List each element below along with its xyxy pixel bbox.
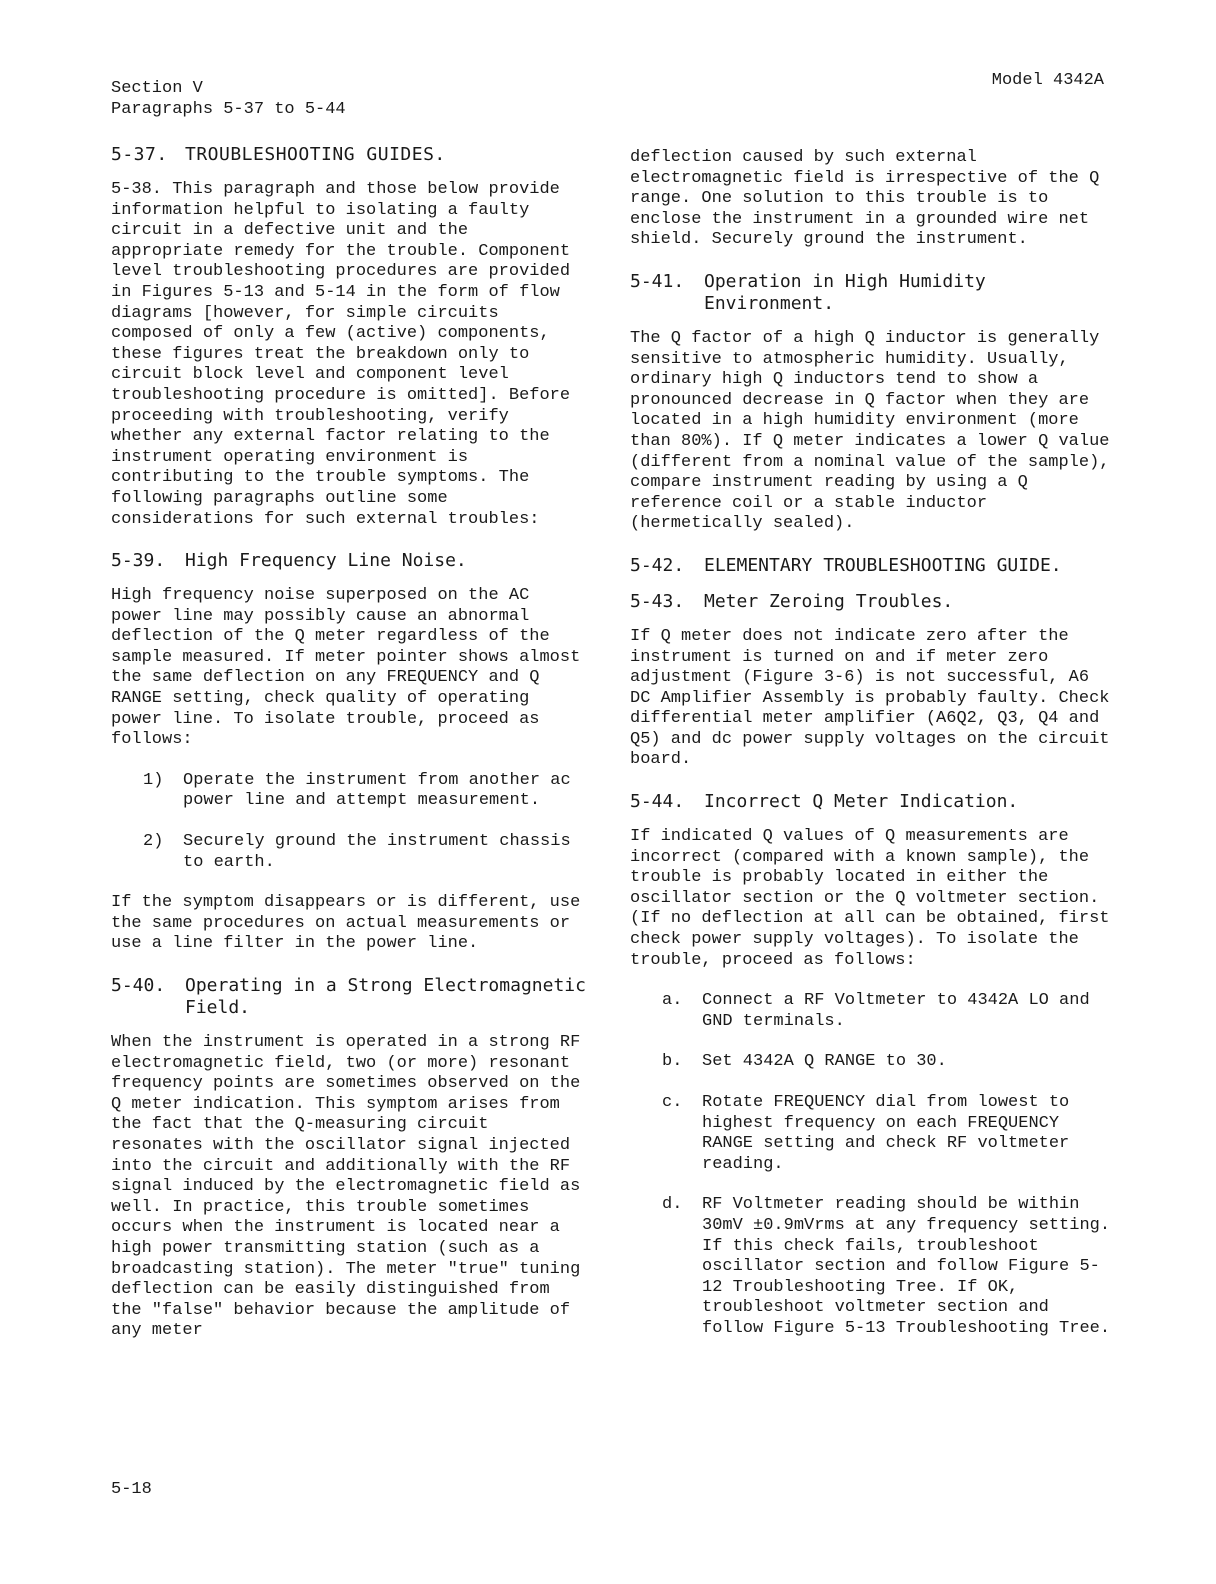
heading-5-42 [630,555,1116,577]
list-text: Securely ground the instrument chassis to earth. [183,832,571,872]
page-header-left [111,78,346,120]
list-text: Operate the instrument from another ac power line and attempt measurement. [183,770,571,811]
paragraph-5-39-note: If the symptom disappears or is different, use the same procedures on actual measurements or use a line filter in the power line. [111,893,581,954]
list-item [630,1052,1116,1073]
list-5-44 [630,991,1116,1339]
list-marker: 2) [143,832,164,852]
list-marker: a. [662,991,683,1011]
heading-number: 5-39. [111,550,166,572]
list-marker: d. [662,1195,683,1215]
right-column [630,144,1116,1360]
list-5-39 [111,771,589,873]
paragraph-5-41: The Q factor of a high Q inductor is generally sensitive to atmospheric humidity. Usually, ordinary high Q inductors tend to show a pronounced decrease in Q factor when they are located in a high humidity environment (more than 80%). If Q meter indicates a lower Q value (different from a nominal value of the sample), compare instrument reading by using a Q reference coil or a stable inductor (hermetically sealed). [630,328,1110,534]
section-label: Section V [111,79,203,98]
paragraph-5-38: 5-38. This paragraph and those below provide information helpful to isolating a faulty circuit in a defective unit and the appropriate remedy for the trouble. Component level troubleshooting procedures are provided in Figures 5-13 and 5-14 in the form of flow diagrams [however, for simple circuits composed of only a few (active) components, these figures treat the breakdown only to circuit block level and component level troubleshooting procedure is omitted]. Before proceeding with troubleshooting, verify whether any external factor relating to the instrument operating environment is contributing to the trouble symptoms. The following paragraphs outline some considerations for such external troubles: [111,180,571,529]
heading-5-41 [630,271,1116,315]
list-text: Rotate FREQUENCY dial from lowest to highest frequency on each FREQUENCY RANGE setting and check RF voltmeter reading. [702,1093,1070,1174]
heading-number: 5-44. [630,791,685,813]
heading-5-44 [630,791,1116,813]
list-marker: c. [662,1093,683,1112]
list-item [111,832,589,873]
list-item [111,771,589,812]
heading-title: High Frequency Line Noise. [185,550,467,572]
heading-5-43 [630,591,1116,613]
heading-number: 5-42. [630,554,685,576]
model-label: Model 4342A [991,71,1104,90]
list-item [630,1093,1116,1175]
heading-title: Incorrect Q Meter Indication. [704,791,1019,813]
paragraph-5-40-continued: deflection caused by such external electromagnetic field is irrespective of the Q range. One solution to this trouble is to enclose the instrument in a grounded wire net shield. Securely ground the instrument. [630,148,1100,250]
heading-title: Operation in High Humidity Environment. [704,270,986,314]
list-item [630,1195,1116,1339]
heading-title: ELEMENTARY TROUBLESHOOTING GUIDE. [704,554,1062,576]
list-text: Set 4342A Q RANGE to 30. [702,1052,947,1072]
left-column [111,144,589,1362]
list-item [630,991,1116,1032]
paragraph-5-44: If indicated Q values of Q measurements are incorrect (compared with a known sample), the trouble is probably located in either the oscillator section or the Q voltmeter section. (If no deflection at all can be obtained, first check power supply voltages). To isolate the trouble, proceed as follows: [630,827,1110,970]
paragraph-5-39: High frequency noise superposed on the AC power line may possibly cause an abnormal deflection of the Q meter regardless of the sample measured. If meter pointer shows almost the same deflection on any FREQUENCY and Q RANGE setting, check quality of operating power line. To isolate trouble, proceed as follows: [111,586,581,750]
heading-title: Operating in a Strong Electromagnetic Field. [185,975,586,1018]
list-marker: 1) [143,770,164,790]
heading-title: TROUBLESHOOTING GUIDES. [185,144,446,165]
list-marker: b. [662,1052,683,1072]
heading-number: 5-37. [111,144,168,165]
heading-5-40 [111,975,589,1019]
heading-number: 5-41. [630,270,685,292]
paragraph-5-43: If Q meter does not indicate zero after the instrument is turned on and if meter zero adjustment (Figure 3-6) is not successful, A6 DC Amplifier Assembly is probably faulty. Check differential meter amplifier (A6Q2, Q3, Q4 and Q5) and dc power supply voltages on the circuit board. [630,626,1110,770]
heading-5-39 [111,550,589,572]
list-text: RF Voltmeter reading should be within 30mV ±0.9mVrms at any frequency setting. If this check fails, troubleshoot oscillator section and follow Figure 5-12 Troubleshooting Tree. If OK, troubleshoot voltmeter section and follow Figure 5-13 Troubleshooting Tree. [702,1195,1111,1338]
page-number: 5-18 [111,1480,152,1499]
heading-number: 5-43. [630,590,685,612]
heading-title: Meter Zeroing Troubles. [704,590,954,612]
paragraphs-label: Paragraphs 5-37 to 5-44 [111,100,346,119]
paragraph-5-40: When the instrument is operated in a strong RF electromagnetic field, two (or more) resonant frequency points are sometimes observed on the Q meter indication. This symptom arises from the fact that the Q-measuring circuit resonates with the oscillator signal injected into the circuit and additionally with the RF signal induced by the electromagnetic field as well. In practice, this trouble sometimes occurs when the instrument is located near a high power transmitting station (such as a broadcasting station). The meter "true" tuning deflection can be easily distinguished from the "false" behavior because the amplitude of any meter [111,1033,581,1341]
list-text: Connect a RF Voltmeter to 4342A LO and GND terminals. [702,991,1090,1031]
heading-5-37 [111,144,589,166]
heading-number: 5-40. [111,975,166,996]
